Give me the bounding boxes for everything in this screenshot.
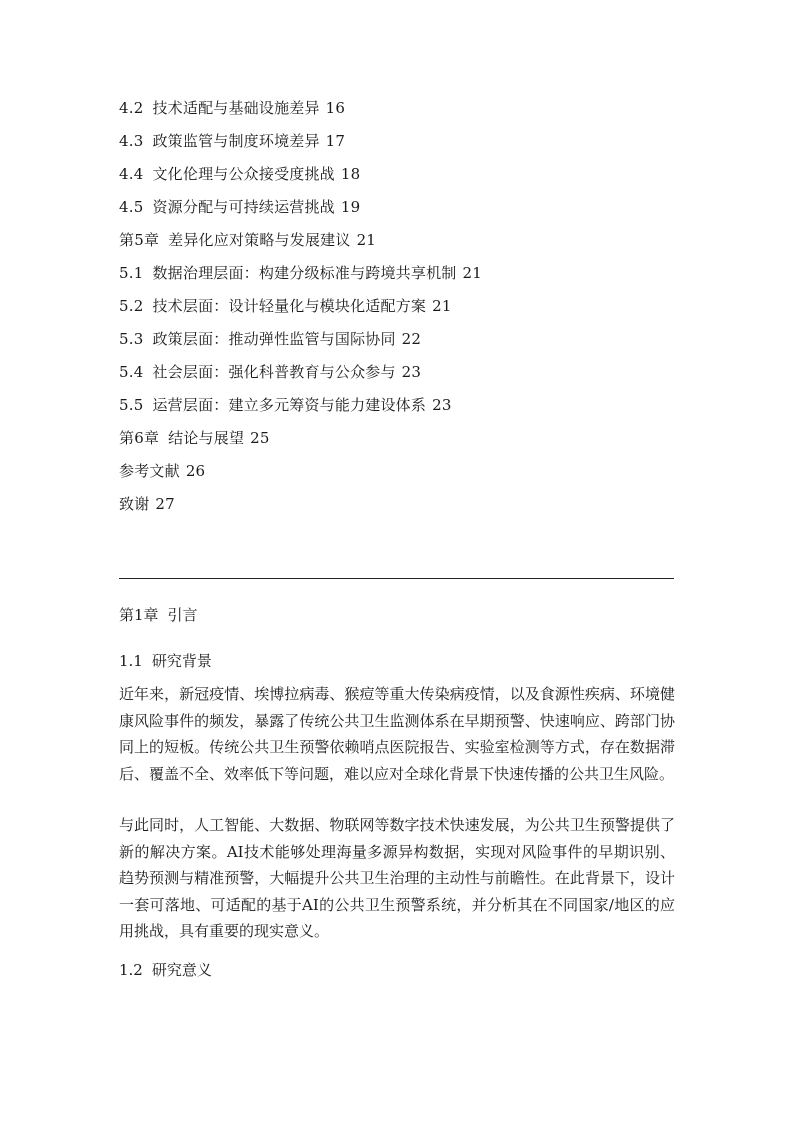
toc-entry-number: 4.2 [119, 99, 144, 117]
toc-entry-number: 第5章 [119, 231, 160, 249]
toc-entry-title: 差异化应对策略与发展建议 [168, 231, 351, 249]
toc-entry-number: 5.3 [119, 330, 144, 348]
toc-entry-page: 21 [356, 231, 377, 249]
toc-entry-number: 5.5 [119, 396, 144, 414]
toc-entry[interactable] [119, 492, 679, 525]
toc-entry-page: 27 [155, 495, 175, 513]
toc-entry-number: 第6章 [119, 429, 160, 447]
section-heading [119, 958, 212, 982]
body-paragraph: 与此同时，人工智能、大数据、物联网等数字技术快速发展，为公共卫生预警提供了新的解决方案。AI技术能够处理海量多源异构数据，实现对风险事件的早期识别、趋势预测与精准预警，大幅提升公共卫生治理的主动性与前瞻性。在此背景下，设计一套可落地、可适配的基于AI的公共卫生预警系统，并分析其在不同国家/地区的应用挑战，具有重要的现实意义。 [119, 816, 675, 940]
toc-entry-number: 5.1 [119, 264, 144, 282]
toc-entry-number: 4.3 [119, 132, 144, 150]
toc-entry-page: 22 [401, 330, 422, 348]
toc-entry-page: 25 [250, 429, 270, 447]
toc-entry-page: 21 [432, 297, 452, 315]
toc-entry-title: 技术适配与基础设施差异 [152, 99, 320, 117]
toc-entry-title: 政策层面：推动弹性监管与国际协同 [152, 330, 396, 348]
chapter-heading [119, 603, 198, 627]
toc-entry-page: 16 [325, 99, 346, 117]
toc-entry[interactable] [119, 162, 679, 195]
toc-entry-title: 政策监管与制度环境差异 [152, 132, 320, 150]
table-of-contents [119, 96, 679, 525]
toc-entry-page: 23 [401, 363, 422, 381]
toc-entry-number: 5.2 [119, 297, 144, 315]
toc-entry-number: 5.4 [119, 363, 144, 381]
toc-entry-title: 数据治理层面：构建分级标准与跨境共享机制 [152, 264, 457, 282]
chapter-number: 第1章 [119, 606, 159, 624]
body-paragraph: 近年来，新冠疫情、埃博拉病毒、猴痘等重大传染病疫情，以及食源性疾病、环境健康风险事件的频发，暴露了传统公共卫生监测体系在早期预警、快速响应、跨部门协同上的短板。传统公共卫生预警依赖哨点医院报告、实验室检测等方式，存在数据滞后、覆盖不全、效率低下等问题，难以应对全球化背景下快速传播的公共卫生风险。 [119, 685, 675, 783]
toc-entry-page: 21 [462, 264, 482, 282]
toc-entry[interactable] [119, 360, 679, 393]
toc-entry-title: 文化伦理与公众接受度挑战 [152, 165, 335, 183]
section-number: 1.2 [119, 961, 143, 979]
toc-entry-page: 18 [340, 165, 361, 183]
section-heading [119, 649, 212, 673]
toc-entry-title: 社会层面：强化科普教育与公众参与 [152, 363, 396, 381]
toc-entry-title: 运营层面：建立多元筹资与能力建设体系 [152, 396, 427, 414]
toc-entry-page: 26 [185, 462, 206, 480]
toc-entry[interactable] [119, 261, 679, 294]
toc-entry-page: 17 [325, 132, 346, 150]
toc-entry-number: 4.5 [119, 198, 144, 216]
toc-entry-title: 资源分配与可持续运营挑战 [152, 198, 335, 216]
toc-entry[interactable] [119, 459, 679, 492]
toc-entry-title: 致谢 [119, 495, 150, 513]
toc-entry[interactable] [119, 195, 679, 228]
section-title: 研究背景 [151, 652, 212, 670]
toc-entry-page: 19 [340, 198, 361, 216]
toc-entry-number: 4.4 [119, 165, 144, 183]
toc-entry[interactable] [119, 426, 679, 459]
section-title: 研究意义 [151, 961, 212, 979]
toc-entry-title: 结论与展望 [168, 429, 245, 447]
section-divider [119, 578, 674, 579]
section-number: 1.1 [119, 652, 143, 670]
toc-entry[interactable] [119, 96, 679, 129]
toc-entry[interactable] [119, 327, 679, 360]
toc-entry-title: 参考文献 [119, 462, 180, 480]
toc-entry[interactable] [119, 228, 679, 261]
toc-entry-title: 技术层面：设计轻量化与模块化适配方案 [152, 297, 427, 315]
toc-entry[interactable] [119, 294, 679, 327]
chapter-title: 引言 [167, 606, 198, 624]
toc-entry-page: 23 [432, 396, 452, 414]
toc-entry[interactable] [119, 129, 679, 162]
toc-entry[interactable] [119, 393, 679, 426]
